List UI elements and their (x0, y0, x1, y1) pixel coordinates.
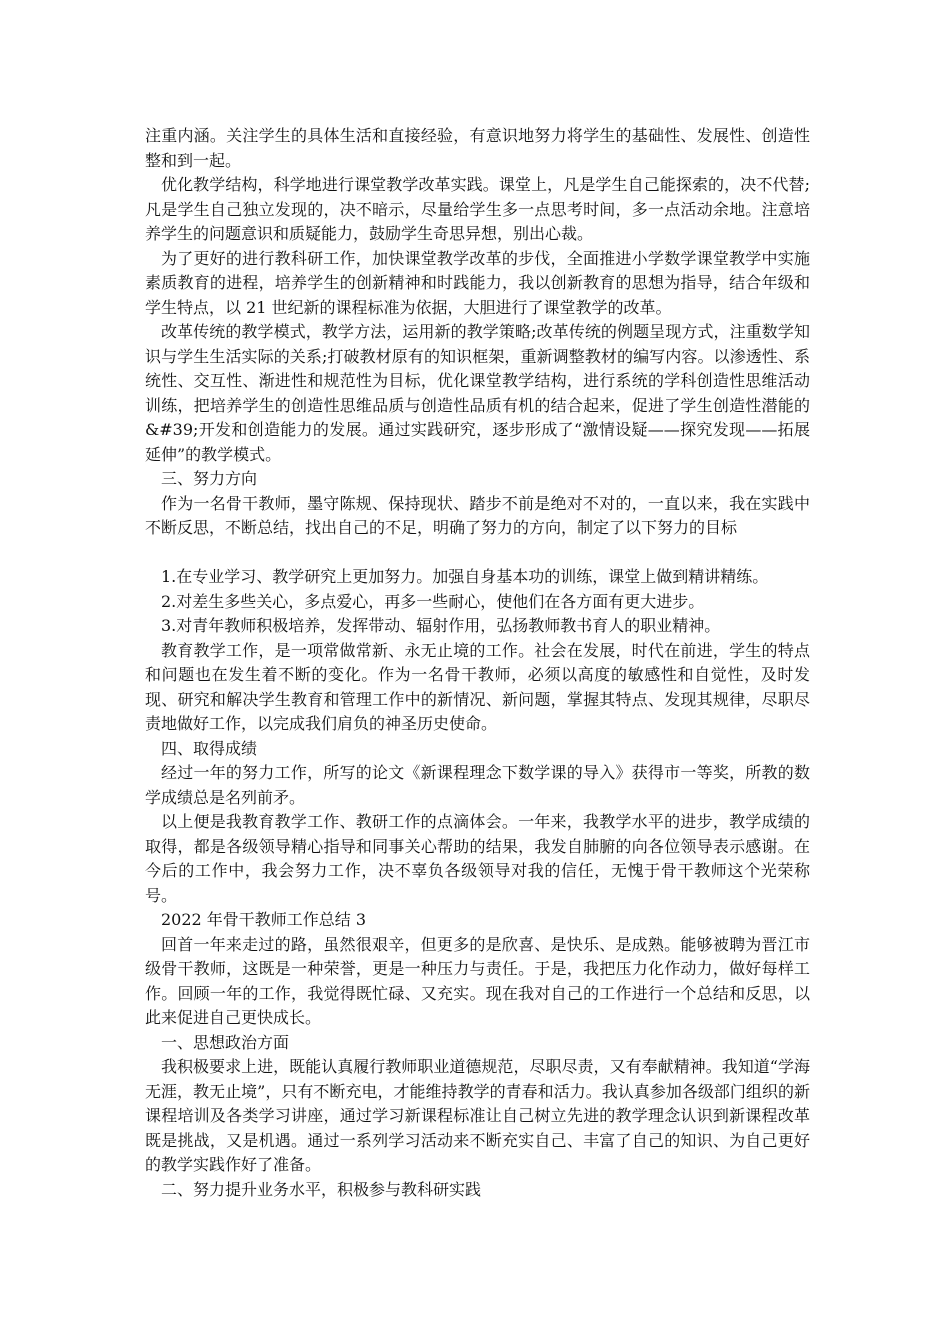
list-item: 3.对青年教师积极培养，发挥带动、辐射作用，弘扬教师教书育人的职业精神。 (161, 616, 721, 635)
paragraph: 我积极要求上进，既能认真履行教师职业道德规范，尽职尽责，又有奉献精神。我知道“学海无涯，教无止境”，只有不断充电，才能维持教学的青春和活力。我认真参加各级部门组织的新课程培训及各类学习讲座，通过学习新课程标准让自己树立先进的教学理念认识到新课程改革既是挑战，又是机遇。通过一系列学习活动来不断充实自己、丰富了自己的知识、为自己更好的教学实践作好了准备。 (145, 1057, 810, 1174)
paragraph: 优化教学结构，科学地进行课堂教学改革实践。课堂上，凡是学生自己能探索的，决不代替;凡是学生自己独立发现的，决不暗示，尽量给学生多一点思考时间，多一点活动余地。注意培养学生的问题意识和质疑能力，鼓励学生奇思异想，别出心裁。 (145, 175, 810, 243)
paragraph: 以上便是我教育教学工作、教研工作的点滴体会。一年来，我教学水平的进步，教学成绩的取得，都是各级领导精心指导和同事关心帮助的结果，我发自肺腑的向各位领导表示感谢。在今后的工作中，我会努力工作，决不辜负各级领导对我的信任，无愧于骨干教师这个光荣称号。 (145, 812, 810, 905)
section-heading: 三、努力方向 (161, 469, 258, 488)
section-heading: 二、努力提升业务水平，积极参与教科研实践 (161, 1179, 482, 1199)
paragraph: 改革传统的教学模式，教学方法，运用新的教学策略;改革传统的例题呈现方式，注重数学知识与学生生活实际的关系;打破教材原有的知识框架，重新调整教材的编写内容。以渗透性、系统性、交互性、渐进性和规范性为目标，优化课堂教学结构，进行系统的学科创造性思维活动训练，把培养学生的创造性思维品质与创造性品质有机的结合起来，促进了学生创造性潜能的&#39;开发和创造能力的发展。通过实践研究，逐步形成了“激情设疑——探究发现——拓展延伸”的教学模式。 (145, 322, 810, 464)
list-item: 1.在专业学习、教学研究上更加努力。加强自身基本功的训练，课堂上做到精讲精练。 (161, 567, 769, 586)
document-body (145, 124, 810, 1202)
blank-line (145, 541, 810, 566)
paragraph: 作为一名骨干教师，墨守陈规、保持现状、踏步不前是绝对不对的，一直以来，我在实践中不断反思，不断总结，找出自己的不足，明确了努力的方向，制定了以下努力的目标 (145, 493, 810, 537)
paragraph: 为了更好的进行教科研工作，加快课堂教学改革的步伐，全面推进小学数学课堂教学中实施素质教育的进程，培养学生的创新精神和时践能力，我以创新教育的思想为指导，结合年级和学生特点，以 21 世纪新的课程标准为依据，大胆进行了课堂教学的改革。 (145, 248, 810, 317)
list-item: 2.对差生多些关心，多点爱心，再多一些耐心，使他们在各方面有更大进步。 (161, 591, 705, 611)
paragraph: 教育教学工作，是一项常做常新、永无止境的工作。社会在发展，时代在前进，学生的特点和问题也在发生着不断的变化。作为一名骨干教师，必须以高度的敏感性和自觉性，及时发现、研究和解决学生教育和管理工作中的新情况、新问题，掌握其特点、发现其规律，尽职尽责地做好工作，以完成我们肩负的神圣历史使命。 (145, 640, 810, 733)
paragraph: 经过一年的努力工作，所写的论文《新课程理念下数学课的导入》获得市一等奖，所教的数学成绩总是名列前矛。 (145, 763, 810, 807)
paragraph: 注重内涵。关注学生的具体生活和直接经验，有意识地努力将学生的基础性、发展性、创造性整和到一起。 (145, 126, 810, 170)
section-heading: 一、思想政治方面 (161, 1032, 290, 1052)
document-title: 2022 年骨干教师工作总结 3 (161, 910, 367, 929)
section-heading: 四、取得成绩 (161, 738, 258, 758)
paragraph: 回首一年来走过的路，虽然很艰辛，但更多的是欣喜、是快乐、是成熟。能够被聘为晋江市级骨干教师，这既是一种荣誉，更是一种压力与责任。于是，我把压力化作动力，做好每样工作。回顾一年的工作，我觉得既忙碌、又充实。现在我对自己的工作进行一个总结和反思，以此来促进自己更快成长。 (145, 934, 810, 1027)
